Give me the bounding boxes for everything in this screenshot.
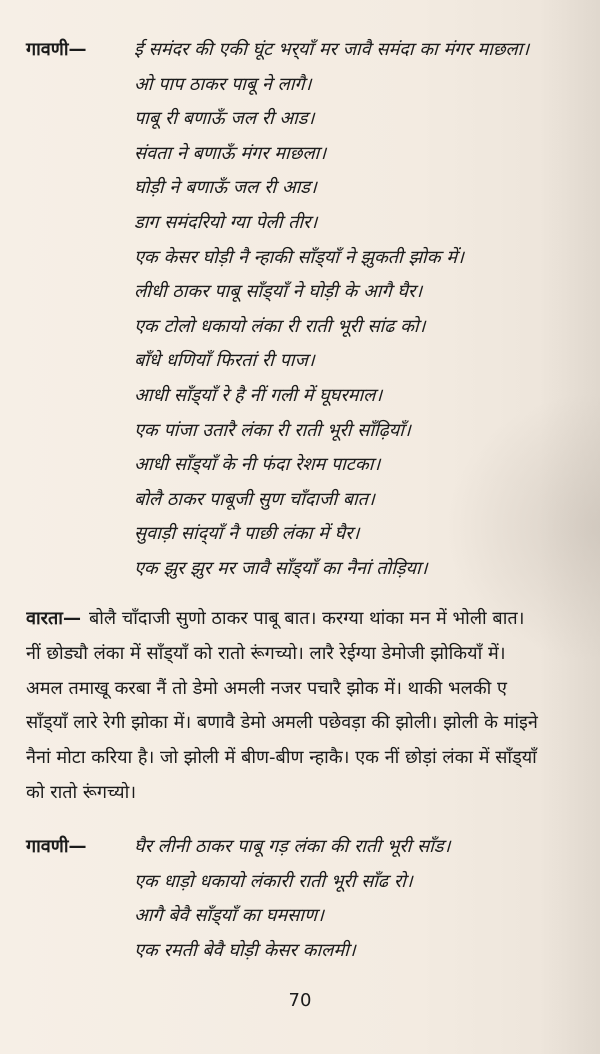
verse-line: आधी साँड्‌याँ के नी फंदा रेशम पाटका। xyxy=(133,454,381,476)
verse-line: ओ पाप ठाकर पाबू ने लागै। xyxy=(133,73,312,95)
prose-line xyxy=(26,602,600,637)
verse-line: बोलै ठाकर पाबूजी सुण चाँदाजी बात। xyxy=(133,488,376,510)
verse-line: एक पांजा उतारै लंका री राती भूरी साँढ़ियाँ। xyxy=(133,419,412,441)
verse-line: सुवाड़ी सांद्‌याँ नै पाछी लंका में घैर। xyxy=(133,523,360,545)
prose-line: नीं छोड्यौ लंका में साँड्‌याँ को रातो रूंगच्यो। लारै रेईग्या डेमोजी झोकियाँ में। xyxy=(26,642,506,664)
verse-line: लीधी ठाकर पाबू साँड्‌याँ ने घोड़ी के आगै घैर। xyxy=(133,281,423,303)
speaker-label: गावणी— xyxy=(26,39,87,60)
prose-line: को रातो रूंगच्यो। xyxy=(26,781,137,803)
prose-line: साँड्‌याँ लारे रेगी झोका में। बणावै डेमो अमली पछेवड़ा की झोली। झोली के मांइने xyxy=(26,712,538,734)
page-number: 70 xyxy=(288,990,312,1011)
verse-line: एक झुर झुर मर जावै साँड्‌याँ का नैनां तोड़िया। xyxy=(133,557,428,579)
verse-line: ई समंदर की एकी घूंट भर्‌याँ मर जावै समंदा का मंगर माछला। xyxy=(133,39,530,60)
verse-line: संवता ने बणाऊँ मंगर माछला। xyxy=(133,142,327,164)
verse-line: एक धाड़ो धकायो लंकारी राती भूरी साँढ रो। xyxy=(133,870,414,892)
verse-line: घैर लीनी ठाकर पाबू गड़ लंका की राती भूरी साँड। xyxy=(133,836,451,857)
verse-line: एक केसर घोड़ी नै न्हाकी साँड्‌याँ ने झुकती झोक में। xyxy=(133,246,465,268)
verse-line: डाग समंदरियो ग्या पेली तीर। xyxy=(133,211,318,233)
verse-lines xyxy=(134,33,529,587)
verse-line: आगै बेवै साँड्‌याँ का घमसाण। xyxy=(133,905,325,927)
page-edge-shadow xyxy=(540,0,600,1054)
verse-line: घोड़ी ने बणाऊँ जल री आड। xyxy=(133,177,318,199)
speaker-label: गावणी— xyxy=(26,836,87,857)
narration-label: वारता— xyxy=(26,608,81,629)
verse-line: बाँधे धणियाँ फिरतां री पाज। xyxy=(133,350,316,372)
prose-lines xyxy=(26,602,600,811)
verse-line: पाबू री बणाऊँ जल री आड। xyxy=(133,108,315,130)
verse-line: एक रमती बेवै घोड़ी केसर कालमी। xyxy=(133,939,357,961)
verse-lines xyxy=(134,830,450,968)
prose-text: बोलै चाँदाजी सुणो ठाकर पाबू बात। करग्या थांका मन में भोली बात। xyxy=(88,608,525,629)
verse-line: आधी साँड्‌याँ रे है नीं गली में घूघरमाल। xyxy=(133,384,383,406)
prose-line: अमल तमाखू करबा नैं तो डेमो अमली नजर पचारै झोक में। थाकी भलकी ए xyxy=(26,677,507,699)
verse-line: एक टोलो धकायो लंका री राती भूरी सांढ को। xyxy=(133,315,426,337)
prose-line: नैनां मोटा करिया है। जो झोली में बीण-बीण न्हाकै। एक नीं छोड़ां लंका में साँड्‌याँ xyxy=(26,747,537,769)
